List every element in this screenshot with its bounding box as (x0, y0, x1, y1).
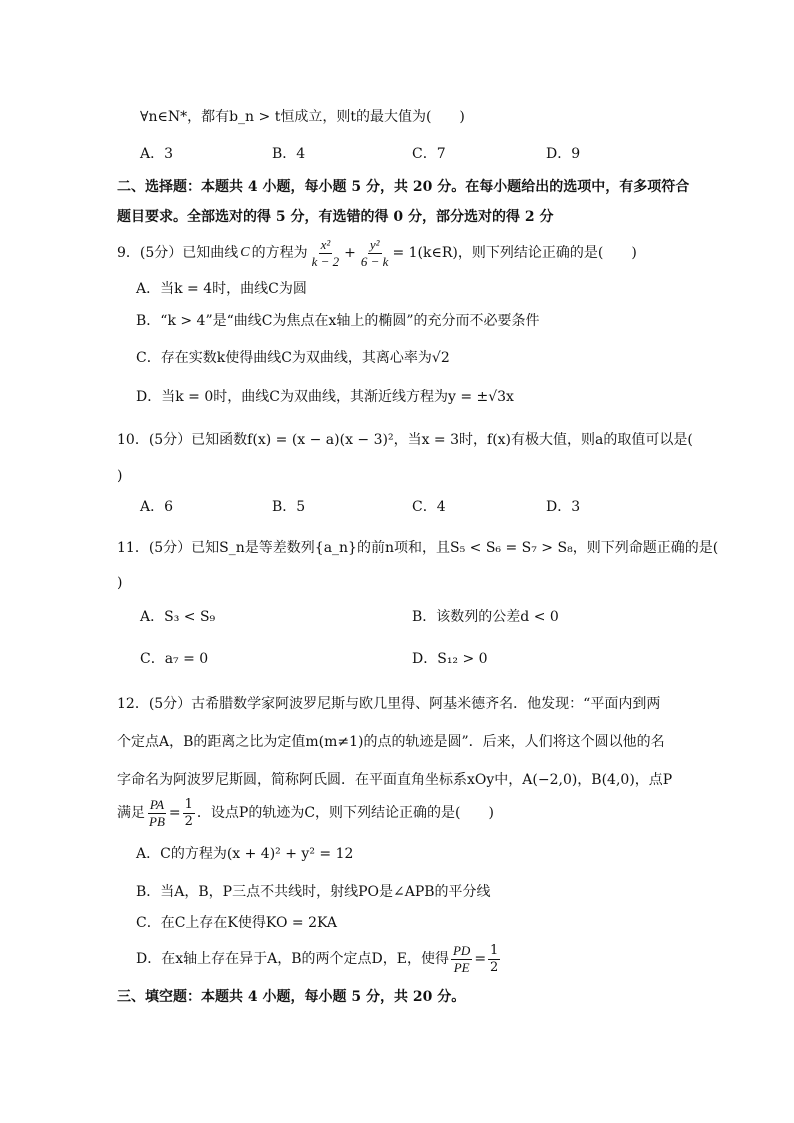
q12-option-d (136, 944, 502, 974)
section2-heading-line1: 二、选择题：本题共 4 小题，每小题 5 分，共 20 分。在每小题给出的选项中，有多项符合 (117, 179, 690, 195)
section3-heading: 三、填空题：本题共 4 小题，每小题 5 分，共 20 分。 (117, 989, 466, 1005)
q12-frac-pd-pe (451, 944, 472, 974)
q10-option-d: D．3 (546, 499, 581, 515)
q12-frac-pa-den: PB (149, 813, 165, 829)
q12-frac-half-num: 1 (184, 797, 193, 812)
q12-frac-pa-pb (147, 798, 167, 828)
q12-option-d-text: D．在x轴上存在异于A，B的两个定点D，E，使得 (136, 951, 449, 968)
q9-frac-x-num: x² (320, 237, 331, 252)
q12-eq: = (168, 805, 181, 822)
q9-stem-a: 9．(5分）已知曲线 (117, 245, 239, 262)
q11-option-d: D．S₁₂ > 0 (412, 651, 488, 667)
q9-curve-c: C (240, 245, 250, 261)
q12-frac-pd-den: PE (453, 959, 470, 975)
q12-line4 (117, 798, 494, 828)
q8-option-a: A．3 (140, 146, 174, 162)
q9-stem (117, 238, 637, 268)
q12-frac-half2-den: 2 (490, 959, 499, 975)
q12-line4-b: ．设点P的轨迹为C，则下列结论正确的是( ) (196, 805, 494, 822)
q12-frac-half-den: 2 (184, 813, 193, 829)
q9-frac-x (310, 238, 342, 268)
q12-option-b: B．当A，B，P三点不共线时，射线PO是∠APB的平分线 (136, 884, 491, 900)
q10-option-c: C．4 (412, 499, 446, 515)
q9-frac-y-num: y² (369, 237, 380, 252)
q9-stem-c: ，则下列结论正确的是( ) (457, 245, 637, 262)
q9-frac-x-den: k − 2 (311, 253, 340, 269)
section2-heading-line2: 题目要求。全部选对的得 5 分，有选错的得 0 分，部分选对的得 2 分 (117, 209, 554, 225)
q11-option-b: B．该数列的公差d < 0 (412, 609, 559, 625)
q9-frac-y (359, 238, 391, 268)
q12-frac-half (183, 798, 195, 828)
q11-option-a: A．S₃ < S₉ (140, 609, 216, 625)
q12-line2: 个定点A，B的距离之比为定值m(m≠1)的点的轨迹是圆”．后来，人们将这个圆以他的名 (117, 734, 665, 750)
q12-line1: 12．(5分）古希腊数学家阿波罗尼斯与欧几里得、阿基米德齐名．他发现：“平面内到两 (117, 696, 661, 712)
q9-option-a: A．当k = 4时，曲线C为圆 (136, 281, 307, 297)
q11-stem: 11．(5分）已知S_n是等差数列{a_n}的前n项和，且S₅ < S₆ = S₇ > S₈，则下列命题正确的是( (117, 540, 719, 556)
q12-frac-half2-num: 1 (490, 943, 499, 958)
q12-frac-half2 (488, 944, 500, 974)
q9-frac-y-den: 6 − k (360, 253, 389, 269)
q9-eq-tail: = 1(k∈R) (392, 245, 458, 262)
q9-option-c: C．存在实数k使得曲线C为双曲线，其离心率为√2 (136, 350, 450, 366)
q12-option-c: C．在C上存在K使得KO = 2KA (136, 915, 337, 931)
q12-line4-a: 满足 (117, 805, 145, 822)
q10-option-a: A．6 (140, 499, 174, 515)
q10-option-b: B．5 (272, 499, 306, 515)
q8-option-c: C．7 (412, 146, 446, 162)
q11-option-c: C．a₇ = 0 (140, 651, 209, 667)
q9-option-b: B．“k > 4”是“曲线C为焦点在x轴上的椭圆”的充分而不必要条件 (136, 313, 540, 329)
q11-close-paren: ) (117, 575, 123, 591)
q12-eq2: = (474, 951, 487, 968)
q10-close-paren: ) (117, 468, 123, 484)
q12-line3: 字命名为阿波罗尼斯圆，简称阿氏圆．在平面直角坐标系xOy中，A(−2,0)，B(4,0)，点P (117, 772, 673, 788)
q9-plus: + (344, 245, 356, 262)
q9-stem-b: 的方程为 (251, 245, 308, 262)
q8-continuation: ∀n∈N*，都有b_n > t恒成立，则t的最大值为( ) (140, 109, 465, 125)
q10-stem: 10．(5分）已知函数f(x) = (x − a)(x − 3)²，当x = 3时，f(x)有极大值，则a的取值可以是( (117, 432, 693, 448)
q8-option-d: D．9 (546, 146, 581, 162)
q12-frac-pd-num: PD (452, 943, 471, 958)
q9-option-d: D．当k = 0时，曲线C为双曲线，其渐近线方程为y = ±√3x (136, 389, 514, 405)
q12-option-a: A．C的方程为(x + 4)² + y² = 12 (136, 846, 354, 862)
q12-frac-pa-num: PA (149, 797, 165, 812)
q8-option-b: B．4 (272, 146, 306, 162)
